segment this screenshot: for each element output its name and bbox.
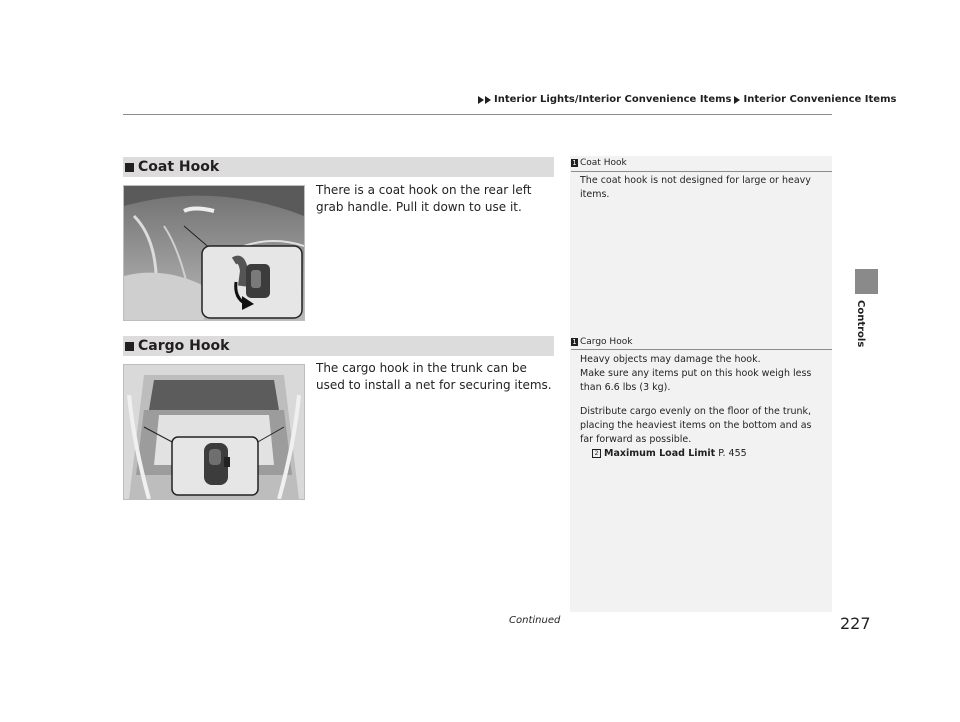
note-cargo-hook-line-2: Make sure any items put on this hook weigh less than 6.6 lbs (3 kg). xyxy=(580,368,812,393)
cargo-hook-illustration xyxy=(123,364,305,500)
note-heading-cargo-hook: 1 Cargo Hook xyxy=(572,337,633,347)
coat-hook-illustration xyxy=(123,185,305,321)
breadcrumb-item-convenience-items[interactable]: Interior Convenience Items xyxy=(743,94,897,105)
note-divider xyxy=(571,349,832,350)
note-cargo-hook-line-1: Heavy objects may damage the hook. xyxy=(580,354,761,365)
note-heading-coat-hook: 1 Coat Hook xyxy=(572,158,627,168)
cross-reference-link[interactable] xyxy=(592,447,747,461)
section-heading-cargo-hook xyxy=(123,336,554,356)
continued-label: Continued xyxy=(509,615,561,626)
breadcrumb-item-interior-lights[interactable]: Interior Lights/Interior Convenience Items xyxy=(494,94,732,105)
note-divider xyxy=(571,171,832,172)
breadcrumb-arrow-icon xyxy=(485,96,491,104)
section-heading-coat-hook xyxy=(123,157,554,177)
cross-reference-title: Maximum Load Limit xyxy=(604,448,716,459)
section-title: Cargo Hook xyxy=(138,338,230,354)
header-divider xyxy=(123,114,832,115)
cross-reference-icon: 2 xyxy=(592,449,601,458)
breadcrumb xyxy=(478,94,896,105)
page-number: 227 xyxy=(840,614,871,633)
section-title: Coat Hook xyxy=(138,159,220,175)
note-reference-icon: 1 xyxy=(572,159,577,167)
cross-reference-page: P. 455 xyxy=(718,448,747,459)
breadcrumb-arrow-icon xyxy=(478,96,484,104)
coat-hook-description: There is a coat hook on the rear left grab handle. Pull it down to use it. xyxy=(316,183,532,214)
chapter-tab-label[interactable]: Controls xyxy=(855,300,866,348)
note-cargo-hook-line-3: Distribute cargo evenly on the floor of the trunk, placing the heaviest items on the bottom and as far forward as possible. xyxy=(580,406,812,445)
chapter-tab-marker xyxy=(855,269,878,294)
note-reference-icon: 1 xyxy=(572,338,577,346)
breadcrumb-arrow-icon xyxy=(734,96,740,104)
cargo-hook-description: The cargo hook in the trunk can be used to install a net for securing items. xyxy=(316,361,552,392)
note-coat-hook-text: The coat hook is not designed for large or heavy items. xyxy=(580,175,811,200)
section-square-icon xyxy=(125,342,134,351)
section-square-icon xyxy=(125,163,134,172)
